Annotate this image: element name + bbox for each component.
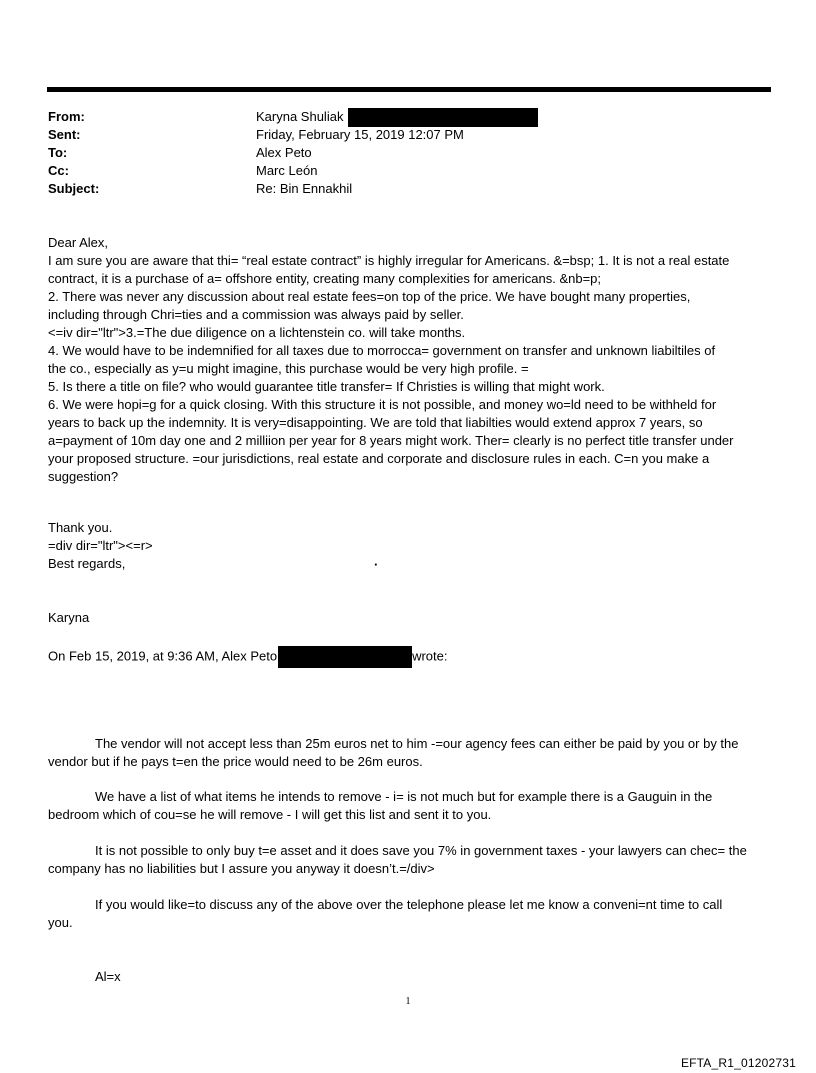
redaction-block bbox=[278, 646, 412, 668]
to-label: To: bbox=[48, 145, 68, 160]
body-line: 4. We would have to be indemnified for all taxes due to morrocca= government on transfer and unknown liabiltiles of bbox=[48, 343, 716, 358]
body-line: years to back up the indemnity. It is very=disappointing. We are told that liabilties would extend approx 7 years, so bbox=[48, 415, 703, 430]
closing-block bbox=[48, 519, 770, 573]
from-label: From: bbox=[48, 109, 85, 124]
regards-line bbox=[48, 555, 770, 573]
body-line: 6. We were hopi=g for a quick closing. With this structure it is not possible, and money wo=ld need to be withheld for bbox=[48, 397, 717, 412]
header-rule bbox=[47, 87, 771, 92]
quoted-signoff bbox=[48, 968, 770, 986]
quoted-line: company has no liabilities but I assure you anyway it doesn’t.=/div> bbox=[48, 861, 435, 876]
quote-intro-text: On Feb 15, 2019, at 9:36 AM, Alex Peto bbox=[48, 648, 278, 664]
div-line: =div dir="ltr"><=r> bbox=[48, 538, 153, 553]
cc-label: Cc: bbox=[48, 163, 69, 178]
greeting: Dear Alex, bbox=[48, 235, 108, 250]
quoted-line: If you would like=to discuss any of the above over the telephone please let me know a conveni=nt time to call bbox=[95, 897, 723, 912]
quote-intro bbox=[48, 646, 770, 668]
signoff-line: Al=x bbox=[95, 969, 121, 984]
cc-value: Marc León bbox=[256, 163, 318, 178]
quoted-line: vendor but if he pays t=en the price would need to be 26m euros. bbox=[48, 754, 423, 769]
body-line: including through Chri=ties and a commission was always paid by seller. bbox=[48, 307, 464, 322]
quoted-paragraph-2 bbox=[48, 788, 770, 824]
body-line: contract, it is a purchase of a= offshore entity, creating many complexities for americans. &nb=p; bbox=[48, 271, 602, 286]
document-id: EFTA_R1_01202731 bbox=[680, 1056, 796, 1070]
page-number: 1 bbox=[405, 996, 411, 1007]
thanks-line: Thank you. bbox=[48, 520, 113, 535]
quoted-paragraph-3 bbox=[48, 842, 770, 878]
quoted-line: The vendor will not accept less than 25m euros net to him -=our agency fees can either be paid by you or by the bbox=[95, 736, 739, 751]
sent-label: Sent: bbox=[48, 127, 81, 142]
body-line: 2. There was never any discussion about real estate fees=on top of the price. We have bought many properties, bbox=[48, 289, 691, 304]
quoted-line: It is not possible to only buy t=e asset and it does save you 7% in government taxes - your lawyers can chec= the bbox=[95, 843, 747, 858]
body-line: <=iv dir="ltr">3.=The due diligence on a lichtenstein co. will take months. bbox=[48, 325, 466, 340]
sent-value: Friday, February 15, 2019 12:07 PM bbox=[256, 127, 464, 142]
body-line: the co., especially as y=u might imagine, this purchase would be very high profile. = bbox=[48, 361, 529, 376]
body-line: your proposed structure. =our jurisdictions, real estate and corporate and disclosure rules in each. C=n you make a bbox=[48, 451, 710, 466]
quoted-line: bedroom which of cou=se he will remove - I will get this list and sent it to you. bbox=[48, 807, 492, 822]
signature: Karyna bbox=[48, 610, 90, 625]
stray-dot: · bbox=[374, 557, 379, 572]
quoted-paragraph-1 bbox=[48, 735, 770, 771]
body-line: a=payment of 10m day one and 2 milliion per year for 8 years might work. Ther= clearly is no perfect title transfer under bbox=[48, 433, 734, 448]
quoted-line: you. bbox=[48, 915, 73, 930]
to-value: Alex Peto bbox=[256, 145, 312, 160]
from-name: Karyna Shuliak bbox=[256, 109, 344, 124]
body-line: suggestion? bbox=[48, 469, 119, 484]
subject-value: Re: Bin Ennakhil bbox=[256, 181, 353, 196]
quoted-line: We have a list of what items he intends to remove - i= is not much but for example there is a Gauguin in the bbox=[95, 789, 713, 804]
body-line: I am sure you are aware that thi= “real estate contract” is highly irregular for Americans. &=bsp; 1. It is not a real estate bbox=[48, 253, 730, 268]
quote-intro-wrote: wrote: bbox=[412, 648, 448, 664]
body-line: 5. Is there a title on file? who would guarantee title transfer= If Christies is willing that might work. bbox=[48, 379, 605, 394]
regards-text: Best regards, bbox=[48, 556, 126, 571]
redaction-block bbox=[348, 108, 538, 127]
from-value bbox=[256, 108, 538, 127]
subject-label: Subject: bbox=[48, 181, 100, 196]
quoted-paragraph-4 bbox=[48, 896, 770, 932]
reply-body bbox=[48, 234, 770, 486]
